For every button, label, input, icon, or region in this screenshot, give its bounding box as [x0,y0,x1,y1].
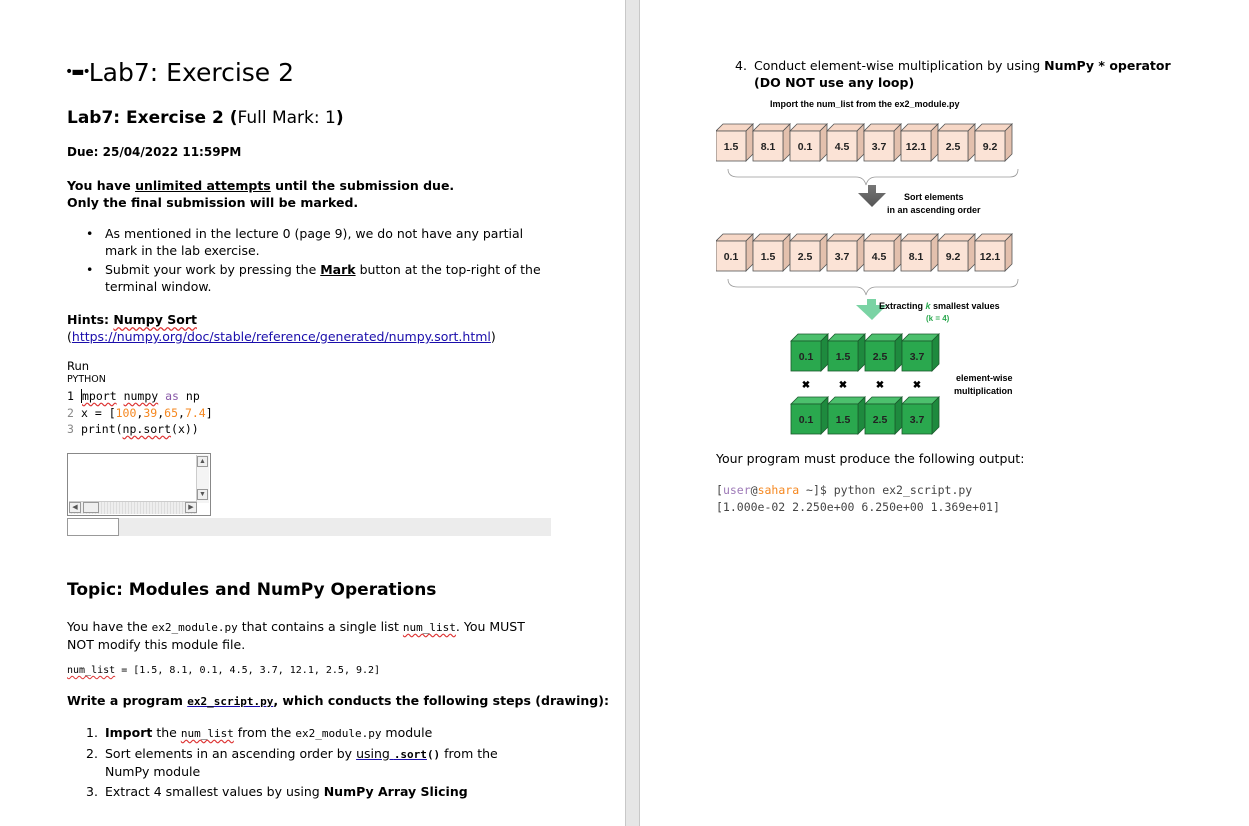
box-side [894,124,901,161]
value-box [901,124,938,161]
value-box [902,397,939,434]
k-equals-label: (k = 4) [926,314,950,323]
value-box [791,397,828,434]
box-side [746,234,753,271]
value-box [938,124,975,161]
smallest-row-a [791,334,939,371]
sort-label-1: Sort elements [904,192,964,202]
value-box [864,234,901,271]
box-value: 0.1 [797,141,813,153]
box-side [820,124,827,161]
box-value: 2.5 [872,414,888,426]
box-side [821,334,828,371]
code-line: 1 mport numpy as np [67,389,200,403]
numpy-sort-doc-link[interactable]: https://numpy.org/doc/stable/reference/generated/numpy.sort.html [71,329,491,344]
value-box [975,234,1012,271]
box-side [783,124,790,161]
value-box [901,234,938,271]
multiply-signs [802,380,921,391]
code-line: 3 print(np.sort(x)) [67,422,199,436]
box-value: 9.2 [982,141,998,153]
list-item: • As mentioned in the lecture 0 (page 9), we do not have any partial mark in the lab exercise. [86,225,556,259]
exercise-heading: Lab7: Exercise 2 (Full Mark: 1) [67,108,344,128]
value-box [753,234,790,271]
steps-list [86,724,536,803]
output-intro: Your program must produce the following output: [716,451,1025,466]
code-editor[interactable] [67,388,213,438]
box-value: 1.5 [835,351,851,363]
scroll-right-icon[interactable]: ▶ [185,502,197,513]
box-side [895,334,902,371]
code-line: 2 x = [100,39,65,7.4] [67,405,213,420]
value-box [827,124,864,161]
box-value: 3.7 [909,351,925,363]
smallest-row-b [791,397,939,434]
list-item: 3. Extract 4 smallest values by using NumPy Array Slicing [86,784,468,799]
box-value: 4.5 [834,141,850,153]
value-box [865,334,902,371]
vertical-scrollbar[interactable] [196,455,209,503]
value-box [938,234,975,271]
value-box [753,124,790,161]
brace-2 [728,279,1018,295]
brace-1 [728,169,1018,185]
scroll-down-icon[interactable]: ▼ [197,489,208,500]
box-side [783,234,790,271]
times-icon: ✖ [912,380,922,391]
list-item: 2. Sort elements in an ascending order by using .sort() from the NumPy module [86,746,498,779]
box-value: 4.5 [871,251,887,263]
topic-heading: Topic: Modules and NumPy Operations [67,580,437,600]
unsorted-row [716,124,1012,161]
input-bar [67,518,551,536]
box-value: 12.1 [905,141,927,153]
box-value: 8.1 [908,251,924,263]
module-description: You have the ex2_module.py that contains a single list num_list. You MUST NOT modify this module file. [67,619,525,652]
box-side [858,334,865,371]
box-side [1005,124,1012,161]
box-side [894,234,901,271]
title-marker: •▬• [65,64,89,80]
value-box [716,234,753,271]
box-side [968,124,975,161]
box-side [1005,234,1012,271]
ew-label-1: element-wise [956,373,1013,383]
value-box [902,334,939,371]
page-title: •▬•Lab7: Exercise 2 [65,58,295,87]
step-4: 4. Conduct element-wise multiplication by using NumPy * operator (DO NOT use any loop) [735,58,1171,90]
box-value: 9.2 [945,251,961,263]
box-side [932,334,939,371]
box-value: 2.5 [872,351,888,363]
num-list-code: num_list = [1.5, 8.1, 0.1, 4.5, 3.7, 12.1, 2.5, 9.2] [67,665,381,676]
value-box [791,334,828,371]
box-side [968,234,975,271]
box-value: 1.5 [760,251,776,263]
hints-block: Hints: Numpy Sort (https://numpy.org/doc/stable/reference/generated/numpy.sort.html) [67,312,496,344]
list-item: 1. Import the num_list from the ex2_module.py module [86,725,433,740]
box-value: 1.5 [835,414,851,426]
box-value: 0.1 [798,414,814,426]
scroll-thumb[interactable] [83,502,99,513]
sorted-row [716,234,1012,271]
import-label: Import the num_list from the ex2_module.py [770,99,960,109]
box-value: 2.5 [945,141,961,153]
rules-list [86,225,556,297]
box-value: 0.1 [798,351,814,363]
language-label: PYTHON [67,374,106,385]
horizontal-scrollbar[interactable] [69,501,197,514]
stdin-input[interactable] [67,518,119,536]
value-box [827,234,864,271]
box-side [857,124,864,161]
value-box [716,124,753,161]
numpy-steps-diagram [716,93,1026,443]
value-box [828,397,865,434]
box-value: 1.5 [723,141,739,153]
due-date: Due: 25/04/2022 11:59PM [67,145,242,159]
box-value: 2.5 [797,251,813,263]
hints-title: Numpy Sort [113,312,197,327]
box-side [932,397,939,434]
box-value: 3.7 [834,251,850,263]
page-gutter [625,0,640,826]
scroll-left-icon[interactable]: ◀ [69,502,81,513]
box-value: 3.7 [871,141,887,153]
run-label[interactable]: Run [67,359,90,373]
value-box [865,397,902,434]
extract-label: Extracting k smallest values [879,301,1000,311]
box-side [858,397,865,434]
document-page-right [640,0,1249,826]
value-box [790,234,827,271]
value-box [864,124,901,161]
box-value: 0.1 [723,251,739,263]
sort-arrow-icon [858,185,886,207]
box-side [746,124,753,161]
mark-reference: Mark [320,262,356,277]
box-side [931,124,938,161]
box-side [821,397,828,434]
scroll-up-icon[interactable]: ▲ [197,456,208,467]
box-side [895,397,902,434]
write-program-instruction: Write a program ex2_script.py, which conducts the following steps (drawing): [67,693,609,708]
box-side [857,234,864,271]
value-box [975,124,1012,161]
terminal-output: [user@sahara ~]$ python ex2_script.py [1.000e-02 2.250e+00 6.250e+00 1.369e+01] [716,483,1000,514]
box-side [931,234,938,271]
sort-label-2: in an ascending order [887,205,981,215]
times-icon: ✖ [801,380,811,391]
unlimited-attempts-link: unlimited attempts [135,178,271,193]
box-side [820,234,827,271]
box-value: 12.1 [979,251,1001,263]
ew-label-2: multiplication [954,386,1013,396]
times-icon: ✖ [875,380,885,391]
list-item: • Submit your work by pressing the Mark button at the top-right of the terminal window. [86,261,556,295]
attempts-note: You have unlimited attempts until the submission due. Only the final submission will be marked. [67,178,455,210]
box-value: 3.7 [909,414,925,426]
times-icon: ✖ [838,380,848,391]
value-box [790,124,827,161]
output-textarea[interactable] [67,453,211,516]
value-box [828,334,865,371]
box-value: 8.1 [760,141,776,153]
